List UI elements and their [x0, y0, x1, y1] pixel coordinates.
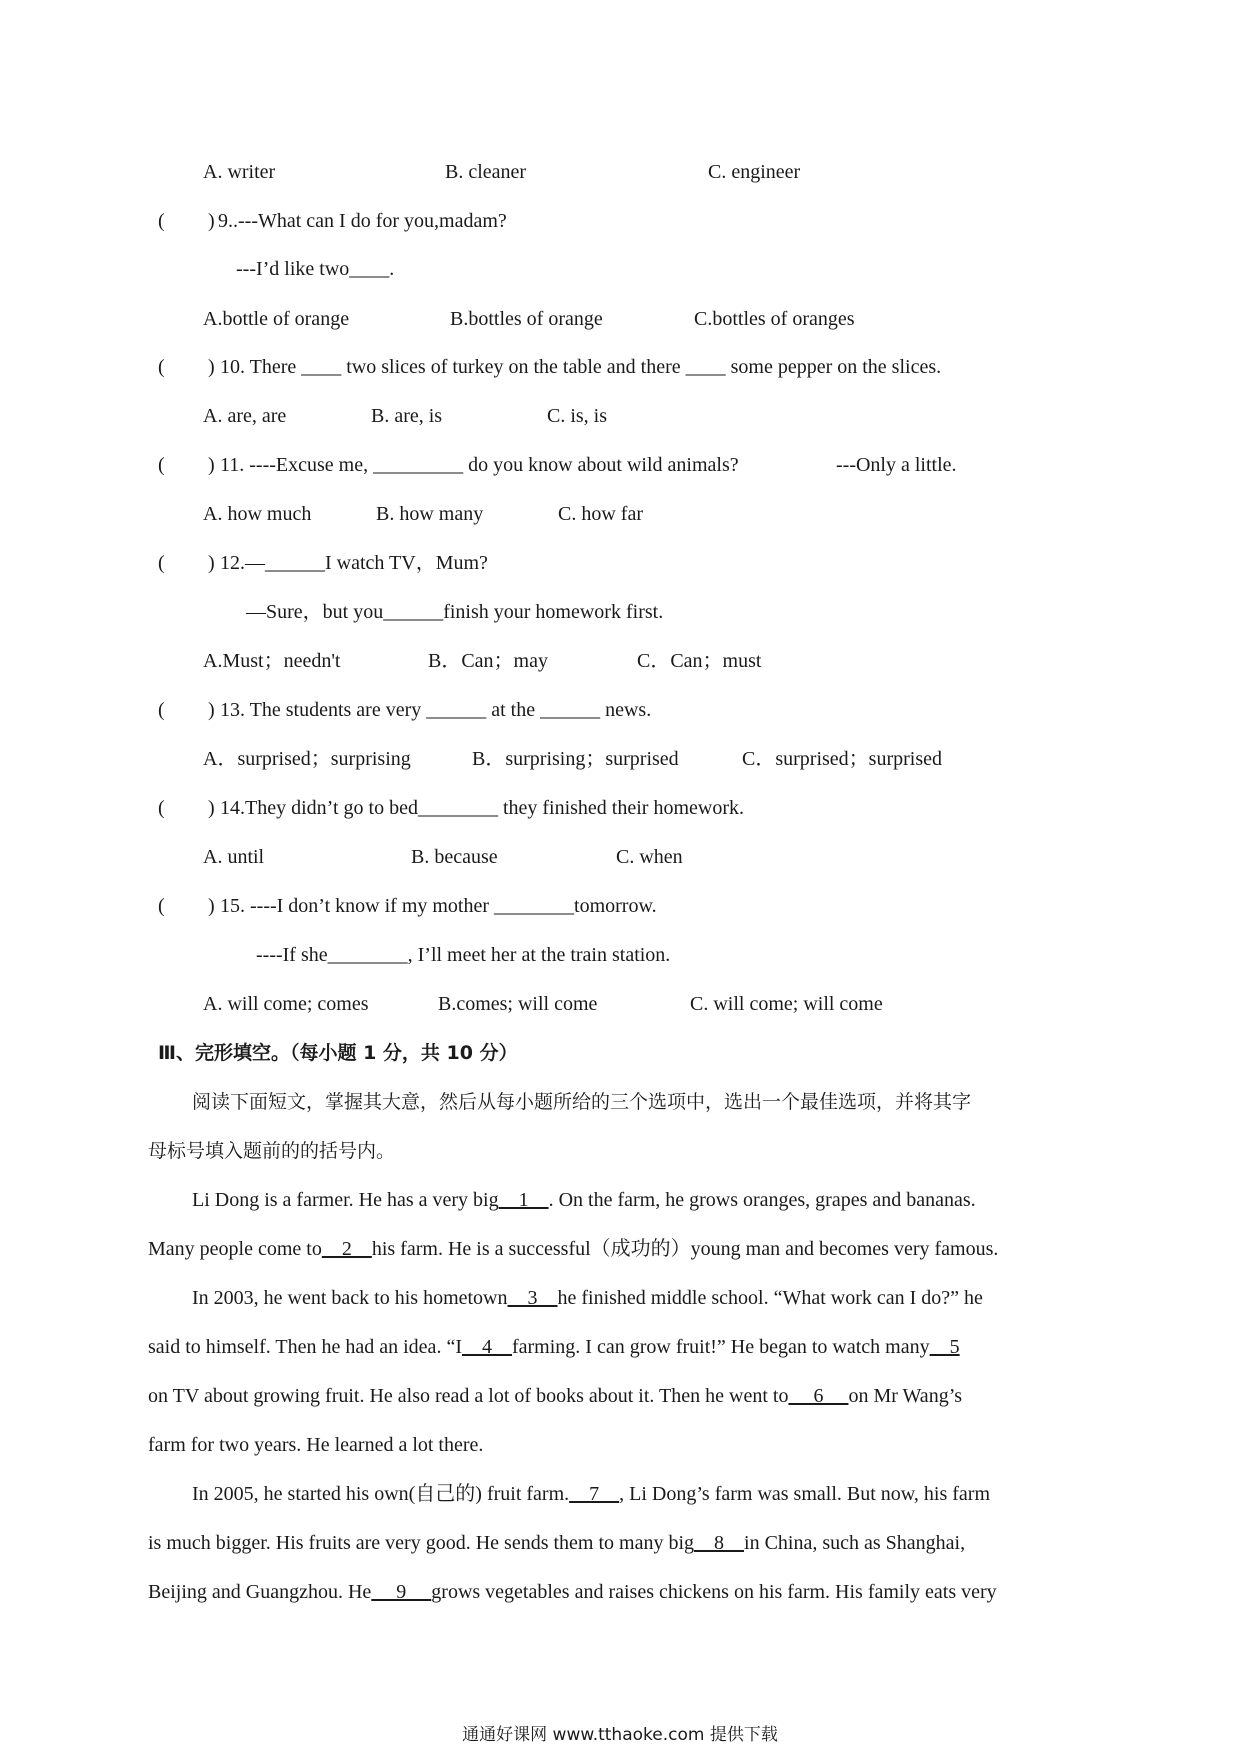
q9-option-b: B.bottles of orange [450, 308, 603, 330]
q12-option-b: B．Can；may [428, 650, 548, 672]
section-3-title: Ⅲ、完形填空。（每小题 1 分，共 10 分） [158, 1042, 518, 1064]
blank-1: 1 [498, 1189, 549, 1211]
q15-option-a: A. will come; comes [203, 993, 369, 1015]
q11-close-paren: ) [208, 454, 215, 476]
q13-option-c: C．surprised；surprised [742, 748, 942, 770]
q10-option-a: A. are, are [203, 405, 287, 427]
blank-6: 6 [788, 1385, 849, 1407]
blank-5: 5 [929, 1336, 960, 1358]
q13-open-paren: ( [158, 699, 165, 721]
q9-open-paren: ( [158, 210, 165, 232]
passage-line-4 [148, 1334, 960, 1360]
passage-line-8 [148, 1530, 965, 1556]
q13-stem: 13. The students are very ______ at the ______ news. [220, 699, 652, 721]
q9-stem-reply: ---I’d like two____. [236, 258, 395, 280]
passage-text: , Li Dong’s farm was small. But now, his farm [619, 1483, 991, 1505]
q15-option-b: B.comes; will come [438, 993, 598, 1015]
passage-text: In 2005, he started his own(自己的) fruit farm. [192, 1483, 570, 1505]
passage-text: In 2003, he went back to his hometown [192, 1287, 508, 1309]
blank-4: 4 [461, 1336, 512, 1358]
q13-option-a: A．surprised；surprising [203, 748, 411, 770]
q12-stem-reply: —Sure，but you______finish your homework first. [246, 601, 664, 623]
section-3-instruction-line-2: 母标号填入题前的的括号内。 [148, 1140, 396, 1162]
blank-9: 9 [371, 1581, 432, 1603]
passage-text: Many people come to [148, 1238, 322, 1260]
q13-close-paren: ) [208, 699, 215, 721]
passage-text: he finished middle school. “What work can I do?” he [557, 1287, 983, 1309]
q10-option-c: C. is, is [547, 405, 608, 427]
q14-option-a: A. until [203, 846, 265, 868]
q11-stem-reply: ---Only a little. [836, 454, 957, 476]
q14-stem: 14.They didn’t go to bed________ they finished their homework. [220, 797, 744, 819]
q9-stem: 9..---What can I do for you,madam? [218, 210, 507, 232]
q15-stem-reply: ----If she________, I’ll meet her at the train station. [256, 944, 671, 966]
passage-line-1 [192, 1187, 1098, 1213]
q11-stem: 11. ----Excuse me, _________ do you know about wild animals? [220, 454, 739, 476]
q15-open-paren: ( [158, 895, 165, 917]
passage-text: said to himself. Then he had an idea. “I [148, 1336, 462, 1358]
passage-line-9 [148, 1579, 997, 1605]
q15-stem: 15. ----I don’t know if my mother ________tomorrow. [220, 895, 657, 917]
passage-line-6: farm for two years. He learned a lot there. [148, 1434, 484, 1456]
q10-open-paren: ( [158, 356, 165, 378]
q10-stem: 10. There ____ two slices of turkey on the table and there ____ some pepper on the slices. [220, 356, 942, 378]
passage-line-3 [192, 1285, 983, 1311]
q13-option-b: B．surprising；surprised [472, 748, 679, 770]
passage-text: in China, such as Shanghai, [744, 1532, 966, 1554]
q8-option-a: A. writer [203, 161, 276, 183]
q9-option-a: A.bottle of orange [203, 308, 350, 330]
passage-text: farming. I can grow fruit!” He began to watch many [511, 1336, 930, 1358]
passage-text: his farm. He is a successful（成功的）young man and becomes very famous. [371, 1238, 999, 1260]
q12-close-paren: ) [208, 552, 215, 574]
passage-text: is much bigger. His fruits are very good. He sends them to many big [148, 1532, 695, 1554]
q12-stem: 12.—______I watch TV，Mum? [220, 552, 488, 574]
blank-7: 7 [569, 1483, 620, 1505]
passage-text: on TV about growing fruit. He also read a lot of books about it. Then he went to [148, 1385, 789, 1407]
q14-open-paren: ( [158, 797, 165, 819]
q14-option-c: C. when [616, 846, 683, 868]
q9-close-paren: ) [208, 210, 215, 232]
q10-close-paren: ) [208, 356, 215, 378]
q14-option-b: B. because [411, 846, 498, 868]
section-3-instruction-line-1: 阅读下面短文，掌握其大意，然后从每小题所给的三个选项中，选出一个最佳选项，并将其字 [192, 1091, 972, 1113]
passage-line-2 [148, 1236, 1098, 1262]
q11-option-a: A. how much [203, 503, 312, 525]
q10-option-b: B. are, is [371, 405, 443, 427]
blank-2: 2 [321, 1238, 372, 1260]
q12-option-c: C．Can；must [637, 650, 762, 672]
q14-close-paren: ) [208, 797, 215, 819]
passage-line-5 [148, 1383, 962, 1409]
q12-option-a: A.Must；needn't [203, 650, 341, 672]
page-footer: 通通好课网 www.tthaoke.com 提供下载 [462, 1725, 778, 1745]
blank-3: 3 [507, 1287, 558, 1309]
passage-text: grows vegetables and raises chickens on his farm. His family eats very [431, 1581, 997, 1603]
blank-8: 8 [694, 1532, 745, 1554]
passage-text: Li Dong is a farmer. He has a very big [192, 1189, 499, 1211]
q12-open-paren: ( [158, 552, 165, 574]
q9-option-c: C.bottles of oranges [694, 308, 855, 330]
q15-close-paren: ) [208, 895, 215, 917]
passage-text: on Mr Wang’s [848, 1385, 963, 1407]
passage-line-7 [192, 1481, 990, 1507]
q11-option-b: B. how many [376, 503, 484, 525]
q11-option-c: C. how far [558, 503, 643, 525]
passage-text: . On the farm, he grows oranges, grapes and bananas. [548, 1189, 976, 1211]
q11-open-paren: ( [158, 454, 165, 476]
passage-text: Beijing and Guangzhou. He [148, 1581, 372, 1603]
q15-option-c: C. will come; will come [690, 993, 883, 1015]
q8-option-c: C. engineer [708, 161, 801, 183]
q8-option-b: B. cleaner [445, 161, 527, 183]
